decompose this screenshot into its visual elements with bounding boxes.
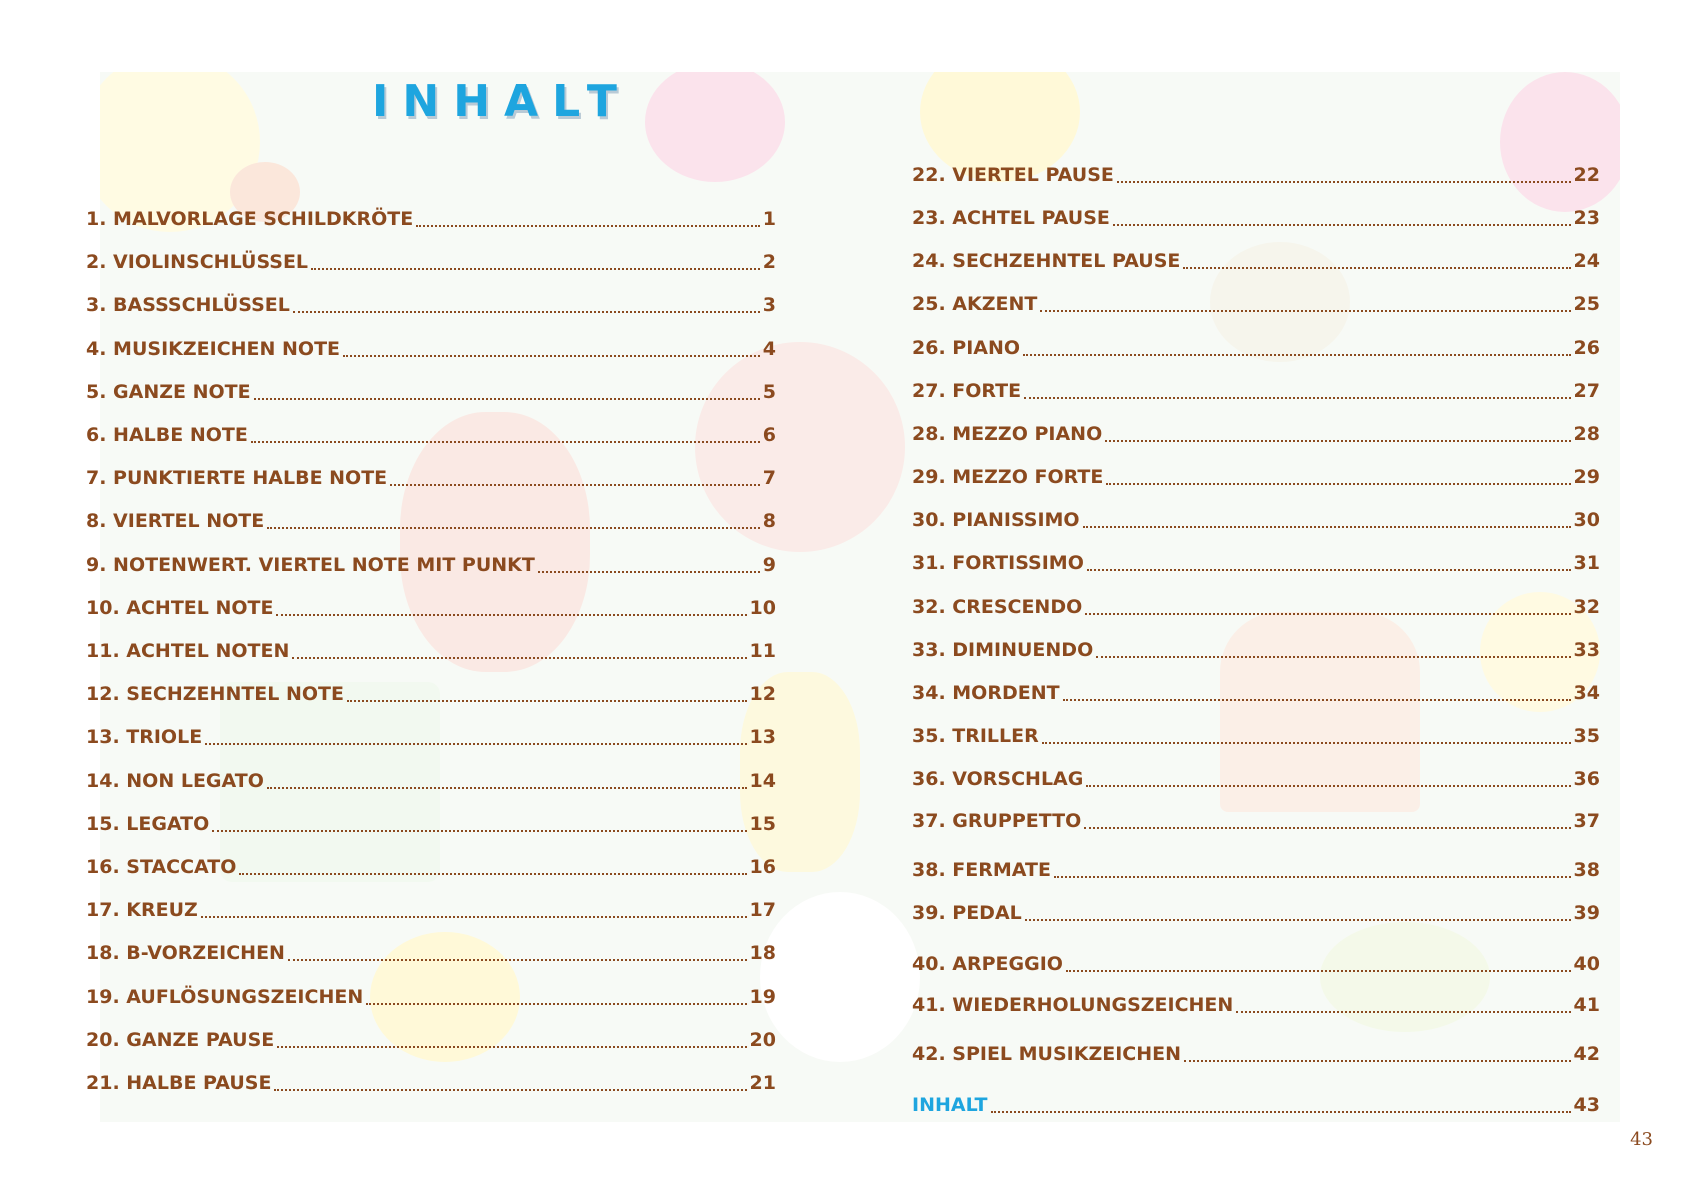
toc-entry-label: 33. DIMINUENDO	[912, 639, 1094, 661]
toc-entry-label: 19. AUFLÖSUNGSZEICHEN	[86, 985, 364, 1008]
toc-entry-page: 22	[1573, 164, 1600, 186]
toc-entry-label: 34. MORDENT	[912, 682, 1060, 704]
dot-leader	[1105, 440, 1570, 442]
toc-entry-page: 23	[1573, 207, 1600, 229]
dot-leader	[538, 571, 760, 573]
dot-leader	[347, 700, 747, 702]
toc-entry-label: 32. CRESCENDO	[912, 596, 1083, 618]
toc-entry[interactable]	[912, 994, 1600, 1016]
toc-entry-page: 13	[749, 726, 776, 749]
dot-leader	[416, 225, 760, 227]
toc-entry-page: 3	[762, 294, 776, 317]
toc-entry-page: 8	[762, 510, 776, 533]
toc-entry-page: 41	[1573, 994, 1600, 1016]
toc-entry-label: 23. ACHTEL PAUSE	[912, 207, 1110, 229]
toc-entry-page: 24	[1573, 250, 1600, 272]
toc-entry-page: 18	[749, 942, 776, 965]
toc-entry-label: 4. MUSIKZEICHEN NOTE	[86, 337, 341, 360]
toc-entry[interactable]	[912, 902, 1600, 924]
toc-entry[interactable]	[86, 294, 776, 316]
toc-entry-label: 40. ARPEGGIO	[912, 953, 1063, 975]
toc-entry-label: 39. PEDAL	[912, 902, 1022, 924]
toc-entry-page: 9	[762, 553, 776, 576]
dot-leader	[1054, 876, 1571, 878]
toc-entry[interactable]	[912, 250, 1600, 272]
toc-entry[interactable]	[912, 466, 1600, 488]
toc-entry[interactable]	[912, 1043, 1600, 1065]
toc-entry[interactable]	[912, 768, 1600, 790]
toc-entry-page: 38	[1573, 859, 1600, 881]
dot-leader	[1106, 483, 1570, 485]
toc-entry-label: INHALT	[912, 1094, 988, 1116]
toc-entry-label: 2. VIOLINSCHLÜSSEL	[86, 251, 309, 274]
toc-entry[interactable]	[912, 596, 1600, 618]
toc-entry-label: 24. SECHZEHNTEL PAUSE	[912, 250, 1181, 272]
toc-entry-page: 1	[762, 208, 776, 230]
toc-entry-page: 37	[1573, 810, 1600, 832]
toc-entry-label: 28. MEZZO PIANO	[912, 423, 1103, 445]
toc-entry[interactable]	[86, 510, 776, 532]
toc-entry[interactable]	[86, 640, 776, 662]
dot-leader	[1084, 827, 1570, 829]
toc-entry-page: 33	[1573, 639, 1600, 661]
toc-entry-page: 27	[1573, 380, 1600, 402]
toc-entry[interactable]	[912, 423, 1600, 445]
dot-leader	[1085, 613, 1570, 615]
toc-entry-page: 30	[1573, 509, 1600, 531]
toc-entry-label: 9. NOTENWERT. VIERTEL NOTE MIT PUNKT	[86, 553, 535, 576]
dot-leader	[292, 657, 746, 659]
toc-entry-label: 14. NON LEGATO	[86, 769, 264, 792]
dot-leader	[1024, 397, 1570, 399]
dot-leader	[1087, 569, 1571, 571]
toc-entry-label: 31. FORTISSIMO	[912, 552, 1084, 574]
toc-entry[interactable]	[912, 810, 1600, 832]
toc-entry-page: 28	[1573, 423, 1600, 445]
toc-entry-label: 20. GANZE PAUSE	[86, 1028, 275, 1051]
toc-entry[interactable]	[912, 1094, 1600, 1116]
toc-entry-label: 7. PUNKTIERTE HALBE NOTE	[86, 467, 388, 490]
toc-entry-page: 15	[749, 812, 776, 835]
toc-entry[interactable]	[86, 1029, 776, 1051]
dot-leader	[1083, 526, 1571, 528]
toc-entry[interactable]	[912, 509, 1600, 531]
dot-leader	[1236, 1011, 1570, 1013]
toc-entry[interactable]	[86, 986, 776, 1008]
dot-leader	[1183, 267, 1570, 269]
toc-entry[interactable]	[86, 251, 776, 273]
dot-leader	[390, 484, 760, 486]
dot-leader	[366, 1003, 746, 1005]
dot-leader	[1066, 970, 1571, 972]
toc-entry-page: 7	[762, 467, 776, 490]
toc-entry-label: 36. VORSCHLAG	[912, 768, 1084, 790]
dot-leader	[1086, 785, 1570, 787]
toc-entry[interactable]	[912, 552, 1600, 574]
toc-entry-page: 26	[1573, 337, 1600, 359]
toc-entry-label: 16. STACCATO	[86, 856, 237, 878]
toc-entry-page: 5	[762, 380, 776, 403]
toc-entry-page: 16	[749, 856, 776, 878]
toc-entry-label: 12. SECHZEHNTEL NOTE	[86, 683, 344, 706]
dot-leader	[1184, 1060, 1571, 1062]
toc-entry-label: 13. TRIOLE	[86, 726, 203, 749]
dot-leader	[1023, 354, 1571, 356]
dot-leader	[311, 268, 760, 270]
toc-entry-label: 18. B-VORZEICHEN	[86, 942, 285, 965]
toc-entry-page: 6	[762, 424, 776, 446]
toc-entry[interactable]	[86, 597, 776, 619]
dot-leader	[1040, 310, 1570, 312]
toc-entry-page: 10	[749, 596, 776, 619]
toc-entry-label: 21. HALBE PAUSE	[86, 1072, 272, 1094]
page-title: INHALT	[372, 76, 631, 127]
toc-entry-page: 4	[762, 337, 776, 360]
dot-leader	[1025, 919, 1571, 921]
toc-entry-label: 41. WIEDERHOLUNGSZEICHEN	[912, 994, 1234, 1016]
toc-entry-label: 30. PIANISSIMO	[912, 509, 1080, 531]
toc-entry-page: 19	[749, 985, 776, 1008]
toc-entry-page: 2	[762, 251, 776, 274]
toc-entry[interactable]	[912, 953, 1600, 975]
toc-entry[interactable]	[912, 682, 1600, 704]
dot-leader	[293, 311, 760, 313]
toc-entry-page: 20	[749, 1028, 776, 1051]
toc-entry[interactable]	[86, 554, 776, 576]
toc-entry-label: 27. FORTE	[912, 380, 1022, 402]
toc-entry-label: 3. BASSSCHLÜSSEL	[86, 294, 290, 317]
toc-entry-label: 6. HALBE NOTE	[86, 424, 248, 446]
toc-entry-page: 40	[1573, 953, 1600, 975]
toc-entry-page: 25	[1573, 293, 1600, 315]
toc-entry-label: 5. GANZE NOTE	[86, 380, 251, 403]
toc-entry-page: 43	[1573, 1094, 1600, 1116]
toc-entry[interactable]	[86, 942, 776, 964]
toc-entry[interactable]	[912, 337, 1600, 359]
dot-leader	[267, 527, 760, 529]
toc-entry-label: 29. MEZZO FORTE	[912, 466, 1104, 488]
dot-leader	[343, 355, 760, 357]
dot-leader	[1096, 656, 1570, 658]
toc-entry[interactable]	[912, 859, 1600, 881]
toc-entry-page: 29	[1573, 466, 1600, 488]
toc-entry[interactable]	[86, 424, 776, 446]
toc-entry-label: 38. FERMATE	[912, 859, 1051, 881]
dot-leader	[254, 398, 760, 400]
toc-entry-label: 35. TRILLER	[912, 725, 1039, 747]
dot-leader	[205, 743, 746, 745]
dot-leader	[274, 1089, 746, 1091]
page-number: 43	[1630, 1129, 1653, 1150]
toc-entry-label: 17. KREUZ	[86, 899, 198, 922]
toc-entry[interactable]	[86, 856, 776, 878]
toc-entry-page: 11	[749, 640, 776, 662]
toc-entry[interactable]	[86, 381, 776, 403]
toc-entry-page: 12	[749, 683, 776, 706]
toc-entry-label: 10. ACHTEL NOTE	[86, 596, 274, 619]
dot-leader	[251, 441, 760, 443]
toc-entry-page: 31	[1573, 552, 1600, 574]
toc-entry-page: 21	[749, 1072, 776, 1094]
toc-entry-page: 39	[1573, 902, 1600, 924]
toc-entry[interactable]	[86, 770, 776, 792]
toc-entry[interactable]	[86, 899, 776, 921]
toc-entry-label: 26. PIANO	[912, 337, 1021, 359]
toc-entry[interactable]	[86, 683, 776, 705]
toc-entry[interactable]	[86, 467, 776, 489]
toc-entry-page: 17	[749, 899, 776, 922]
toc-entry-label: 1. MALVORLAGE SCHILDKRÖTE	[86, 208, 414, 230]
toc-entry[interactable]	[912, 639, 1600, 661]
dot-leader	[1117, 181, 1571, 183]
toc-entry-label: 8. VIERTEL NOTE	[86, 510, 265, 533]
toc-entry[interactable]	[912, 207, 1600, 229]
toc-entry[interactable]	[86, 726, 776, 748]
dot-leader	[991, 1111, 1571, 1113]
toc-entry[interactable]	[86, 208, 776, 230]
toc-entry-page: 14	[749, 769, 776, 792]
toc-entry-label: 11. ACHTEL NOTEN	[86, 640, 290, 662]
toc-entry[interactable]	[912, 725, 1600, 747]
dot-leader	[288, 959, 747, 961]
dot-leader	[239, 873, 746, 875]
dot-leader	[267, 787, 747, 789]
dot-leader	[276, 614, 746, 616]
toc-entry-label: 22. VIERTEL PAUSE	[912, 164, 1114, 186]
toc-entry-page: 35	[1573, 725, 1600, 747]
dot-leader	[277, 1046, 746, 1048]
toc-entry[interactable]	[86, 338, 776, 360]
toc-entry-label: 15. LEGATO	[86, 812, 210, 835]
toc-entry-label: 42. SPIEL MUSIKZEICHEN	[912, 1043, 1182, 1065]
toc-entry-page: 32	[1573, 596, 1600, 618]
toc-entry-label: 37. GRUPPETTO	[912, 810, 1082, 832]
toc-entry[interactable]	[86, 813, 776, 835]
dot-leader	[1042, 742, 1571, 744]
toc-entry-label: 25. AKZENT	[912, 293, 1038, 315]
toc-entry[interactable]	[912, 380, 1600, 402]
dot-leader	[1063, 699, 1571, 701]
toc-entry[interactable]	[912, 164, 1600, 186]
dot-leader	[201, 916, 747, 918]
dot-leader	[1113, 224, 1571, 226]
toc-entry[interactable]	[912, 293, 1600, 315]
toc-entry-page: 36	[1573, 768, 1600, 790]
toc-entry-page: 34	[1573, 682, 1600, 704]
toc-entry-page: 42	[1573, 1043, 1600, 1065]
dot-leader	[212, 830, 746, 832]
toc-entry[interactable]	[86, 1072, 776, 1094]
